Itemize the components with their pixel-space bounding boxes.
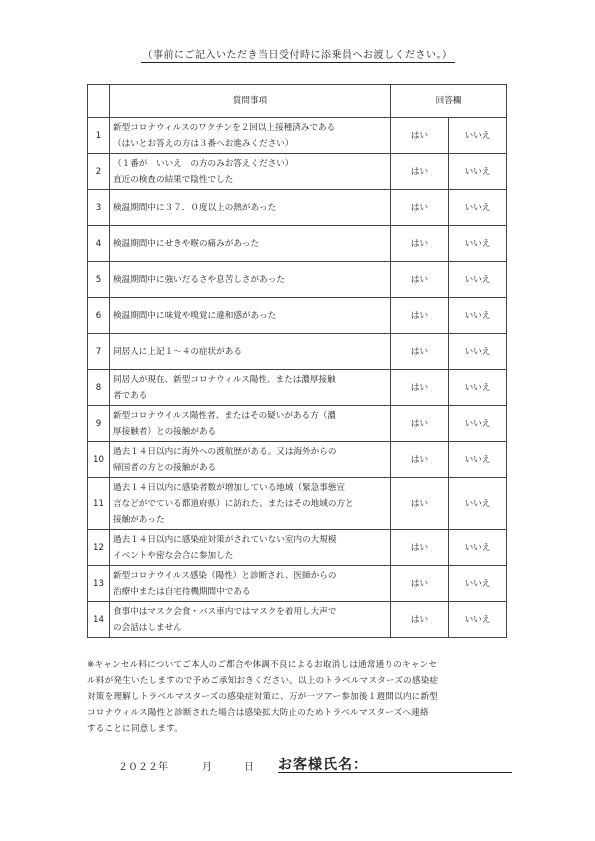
question-number: 1: [88, 118, 110, 154]
question-text: [110, 602, 391, 638]
answer-no-option[interactable]: いいえ: [449, 442, 507, 478]
question-line: 食事中はマスク会食・バス車内ではマスクを着用し大声で: [113, 606, 337, 617]
question-number: 5: [88, 262, 110, 298]
answer-no-option[interactable]: いいえ: [449, 226, 507, 262]
answer-no-option[interactable]: いいえ: [449, 118, 507, 154]
note-line: 対策を理解しトラベルマスターズの感染症対策に、万が一ツアー参加後１週間以内に新型: [87, 692, 439, 702]
answer-no-option[interactable]: いいえ: [449, 262, 507, 298]
question-number: 3: [88, 190, 110, 226]
header-question-cell: 質問事項: [110, 85, 391, 118]
question-line: 新型コロナウイルス感染（陽性）と診断され、医師からの: [113, 570, 337, 581]
table-row: [88, 262, 507, 298]
question-text: [110, 190, 391, 226]
answer-no-option[interactable]: いいえ: [449, 190, 507, 226]
table-row: [88, 602, 507, 638]
question-text: [110, 154, 391, 190]
answer-no-option[interactable]: いいえ: [449, 602, 507, 638]
question-text: [110, 226, 391, 262]
table-row: [88, 406, 507, 442]
question-line: 検温期間中に３７．０度以上の熱があった: [113, 202, 277, 213]
table-row: [88, 118, 507, 154]
form-instruction-text: （事前にご記入いただき当日受付時に添乗員へお渡しください。）: [141, 46, 455, 63]
answer-no-option[interactable]: いいえ: [449, 298, 507, 334]
table-row: [88, 442, 507, 478]
question-number: 7: [88, 334, 110, 370]
question-text: [110, 262, 391, 298]
question-line: 厚接触者）との接触がある: [113, 426, 217, 437]
date-month-field[interactable]: 月: [202, 762, 212, 773]
signature-row: [118, 752, 518, 774]
answer-yes-option[interactable]: はい: [391, 602, 449, 638]
question-rows: [88, 118, 507, 638]
answer-yes-option[interactable]: はい: [391, 566, 449, 602]
answer-yes-option[interactable]: はい: [391, 262, 449, 298]
question-line: 過去１４日以内に感染者数が増加している地域（緊急事態宣: [113, 482, 346, 493]
answer-yes-option[interactable]: はい: [391, 530, 449, 566]
question-line: 過去１４日以内に感染症対策がされていない室内の大規模: [113, 534, 337, 545]
header-number-cell: [88, 85, 110, 118]
answer-yes-option[interactable]: はい: [391, 406, 449, 442]
question-text: [110, 370, 391, 406]
question-line: 新型コロナウイルス陽性者、またはその疑いがある方（濃: [113, 410, 336, 421]
answer-no-option[interactable]: いいえ: [449, 334, 507, 370]
answer-no-option[interactable]: いいえ: [449, 154, 507, 190]
answer-no-option[interactable]: いいえ: [449, 530, 507, 566]
answer-no-option[interactable]: いいえ: [449, 406, 507, 442]
question-line: （１番が いいえ の方のみお答えください）: [113, 158, 294, 169]
question-number: 10: [88, 442, 110, 478]
header-answer-cell: 回答欄: [391, 85, 507, 118]
date-year: ２０２２年: [118, 762, 168, 773]
question-text: [110, 298, 391, 334]
question-text: [110, 478, 391, 530]
answer-yes-option[interactable]: はい: [391, 190, 449, 226]
health-questionnaire-table: [87, 84, 507, 638]
table-row: [88, 298, 507, 334]
question-text: [110, 530, 391, 566]
answer-yes-option[interactable]: はい: [391, 154, 449, 190]
answer-no-option[interactable]: いいえ: [449, 566, 507, 602]
question-line: 検温期間中にせきや喉の痛みがあった: [113, 238, 260, 249]
question-line: 者である: [113, 390, 148, 401]
table-row: [88, 154, 507, 190]
table-row: [88, 478, 507, 530]
answer-no-option[interactable]: いいえ: [449, 370, 507, 406]
note-line: することに同意します。: [87, 724, 184, 734]
table-row: [88, 370, 507, 406]
answer-yes-option[interactable]: はい: [391, 118, 449, 154]
table-row: [88, 566, 507, 602]
answer-yes-option[interactable]: はい: [391, 298, 449, 334]
answer-yes-option[interactable]: はい: [391, 334, 449, 370]
answer-no-option[interactable]: いいえ: [449, 478, 507, 530]
form-instruction: [0, 46, 595, 63]
question-number: 8: [88, 370, 110, 406]
question-line: 新型コロナウィルスのワクチンを２回以上接種済みである: [113, 122, 336, 133]
table-header-row: [88, 85, 507, 118]
question-number: 2: [88, 154, 110, 190]
table-row: [88, 530, 507, 566]
date-day-field[interactable]: 日: [244, 762, 254, 773]
question-line: イベントや密な会合に参加した: [113, 550, 234, 561]
question-number: 14: [88, 602, 110, 638]
question-text: [110, 566, 391, 602]
question-line: 同居人が現在、新型コロナウィルス陽性、または濃厚接触: [113, 374, 336, 385]
table-row: [88, 334, 507, 370]
question-number: 11: [88, 478, 110, 530]
table-row: [88, 190, 507, 226]
note-line: ※キャンセル料についてご本人のご都合や体調不良によるお取消しは通常通りのキャンセ: [87, 660, 438, 670]
question-line: 検温期間中に強いだるさや息苦しさがあった: [113, 274, 285, 285]
question-line: の会話はしません: [113, 622, 182, 633]
customer-name-field[interactable]: [278, 772, 512, 773]
question-line: （はいとお答えの方は３番へお進みください）: [113, 138, 294, 149]
question-line: 同居人に上記１～４の症状がある: [113, 346, 242, 357]
question-text: [110, 118, 391, 154]
answer-yes-option[interactable]: はい: [391, 226, 449, 262]
answer-yes-option[interactable]: はい: [391, 478, 449, 530]
question-number: 13: [88, 566, 110, 602]
question-line: 帰国者の方との接触がある: [113, 462, 217, 473]
question-number: 12: [88, 530, 110, 566]
table-row: [88, 226, 507, 262]
cancellation-consent-note: [87, 657, 512, 737]
question-line: 治療中または自宅待機期間中である: [113, 586, 251, 597]
question-text: [110, 442, 391, 478]
question-line: 直近の検査の結果で陰性でした: [113, 174, 234, 185]
question-number: 6: [88, 298, 110, 334]
question-line: 接触があった: [113, 514, 165, 525]
question-line: 言などがでている都道府県）に訪れた、またはその地域の方と: [113, 498, 354, 509]
note-line: コロナウィルス陽性と診断された場合は感染拡大防止のためトラベルマスターズへ連絡: [87, 708, 429, 718]
question-number: 9: [88, 406, 110, 442]
customer-name-label: お客様氏名：: [278, 757, 368, 773]
question-text: [110, 334, 391, 370]
question-text: [110, 406, 391, 442]
answer-yes-option[interactable]: はい: [391, 370, 449, 406]
question-line: 検温期間中に味覚や嗅覚に違和感があった: [113, 310, 277, 321]
question-number: 4: [88, 226, 110, 262]
answer-yes-option[interactable]: はい: [391, 442, 449, 478]
note-line: ル料が発生いたしますので予めご承知おきください。以上のトラベルマスターズの感染症: [87, 676, 439, 686]
question-line: 過去１４日以内に海外への渡航歴がある。又は海外からの: [113, 446, 337, 457]
